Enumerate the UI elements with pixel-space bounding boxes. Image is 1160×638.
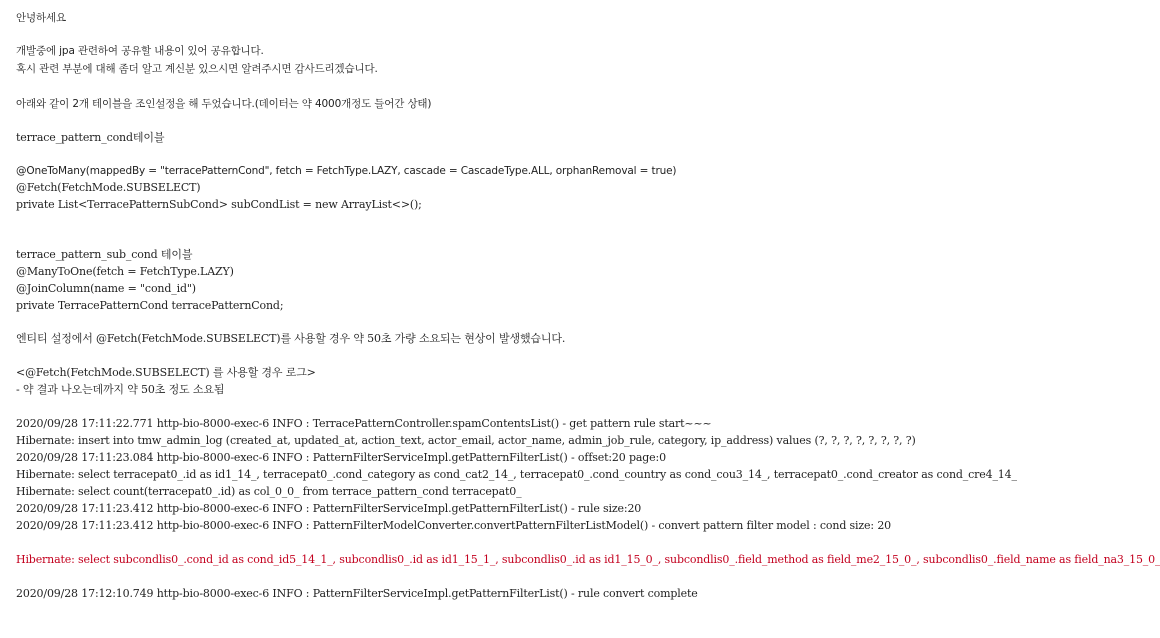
table-1-title: terrace_pattern_cond테이블 — [16, 131, 165, 144]
log-line: Hibernate: insert into tmw_admin_log (created_at, updated_at, action_text, actor_email, actor_name, admin_job_rule, category, ip_address) values (?, ?, ?, ?, ?, ?, ?, ?) — [16, 434, 916, 447]
log-line: Hibernate: select terracepat0_.id as id1_14_, terracepat0_.cond_category as cond_cat2_14_, terracepat0_.cond_country as cond_cou3_14_, terracepat0_.cond_creator as cond_cre4_14_ — [16, 468, 1017, 481]
highlighted-log-line: Hibernate: select subcondlis0_.cond_id as cond_id5_14_1_, subcondlis0_.id as id1_15_1_, subcondlis0_.id as id1_15_0_, subcondlis0_.field_method as field_me2_15_0_, subcondlis0_.field_name as field_na3_15_0_ — [16, 553, 1160, 566]
final-log-line: 2020/09/28 17:12:10.749 http-bio-8000-exec-6 INFO : PatternFilterServiceImpl.getPatternFilterList() - rule convert complete — [16, 587, 698, 600]
greeting-text: 안녕하세요 — [16, 12, 66, 24]
code-2-line-1: @ManyToOne(fetch = FetchType.LAZY) — [16, 265, 234, 278]
code-2-line-2: @JoinColumn(name = "cond_id") — [16, 282, 196, 295]
log-line: Hibernate: select count(terracepat0_.id) as col_0_0_ from terrace_pattern_cond terracepat0_ — [16, 485, 522, 498]
table-2-title: terrace_pattern_sub_cond 테이블 — [16, 248, 193, 261]
log-line: 2020/09/28 17:11:23.412 http-bio-8000-exec-6 INFO : PatternFilterServiceImpl.getPatternFilterList() - rule size:20 — [16, 502, 642, 515]
intro-line-2: 혹시 관련 부분에 대해 좀더 알고 계신분 있으시면 알려주시면 감사드리겠습니다. — [16, 63, 378, 75]
code-1-line-2: @Fetch(FetchMode.SUBSELECT) — [16, 181, 201, 194]
code-2-line-3: private TerracePatternCond terracePatternCond; — [16, 299, 284, 312]
code-1-line-3: private List<TerracePatternSubCond> subCondList = new ArrayList<>(); — [16, 198, 422, 211]
problem-description: 엔티티 설정에서 @Fetch(FetchMode.SUBSELECT)를 사용할 경우 약 50초 가량 소요되는 현상이 발생했습니다. — [16, 332, 566, 345]
log-line: 2020/09/28 17:11:23.412 http-bio-8000-exec-6 INFO : PatternFilterModelConverter.convertPatternFilterListModel() - convert pattern filter model : cond size: 20 — [16, 519, 892, 532]
setup-description: 아래와 같이 2개 테이블을 조인설정을 해 두었습니다.(데이터는 약 4000개정도 들어간 상태) — [16, 98, 432, 110]
log-subheading: - 약 결과 나오는데까지 약 50초 정도 소요됨 — [16, 383, 225, 396]
intro-line-1: 개발중에 jpa 관련하여 공유할 내용이 있어 공유합니다. — [16, 45, 264, 57]
log-line: 2020/09/28 17:11:23.084 http-bio-8000-exec-6 INFO : PatternFilterServiceImpl.getPatternFilterList() - offset:20 page:0 — [16, 451, 666, 464]
log-heading: <@Fetch(FetchMode.SUBSELECT) 를 사용할 경우 로그> — [16, 366, 316, 379]
log-line: 2020/09/28 17:11:22.771 http-bio-8000-exec-6 INFO : TerracePatternController.spamContentsList() - get pattern rule start~~~ — [16, 417, 712, 430]
code-1-line-1: @OneToMany(mappedBy = "terracePatternCond", fetch = FetchType.LAZY, cascade = CascadeType.ALL, orphanRemoval = true) — [16, 165, 677, 177]
